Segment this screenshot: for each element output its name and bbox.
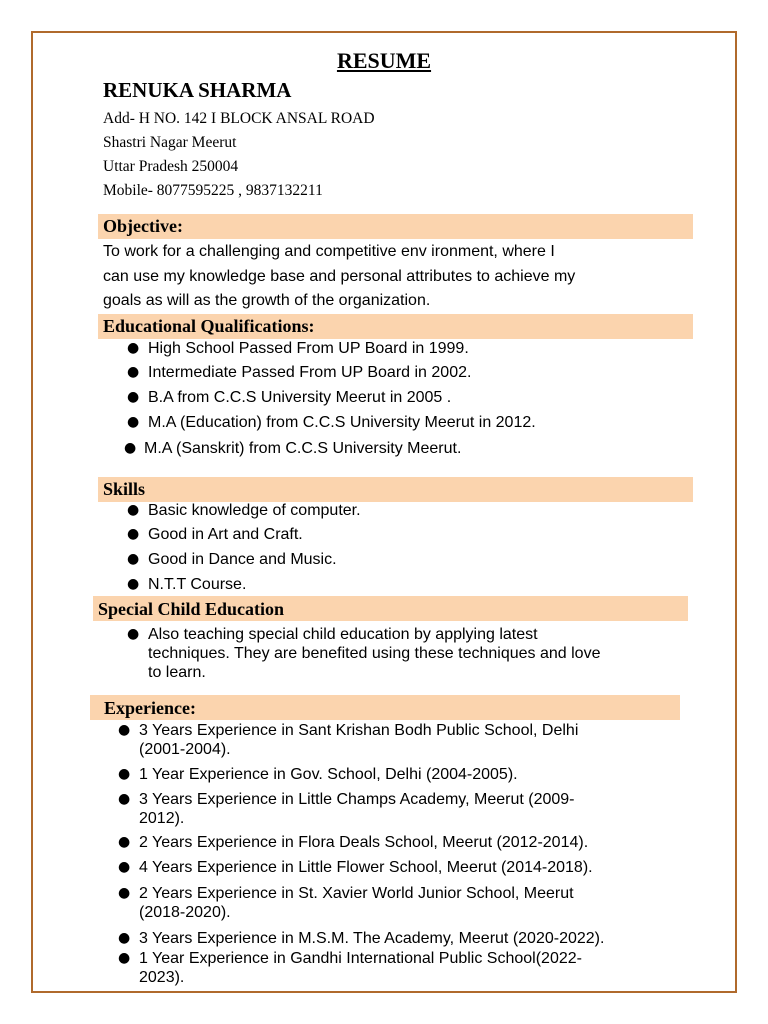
address-line: Shastri Nagar Meerut (103, 134, 237, 151)
experience-line: 1 Year Experience in Gandhi International Public School(2022- (139, 950, 582, 967)
skill-item: Good in Dance and Music. (148, 551, 337, 568)
education-item: M.A (Education) from C.C.S University Meerut in 2012. (148, 414, 536, 431)
experience-line: (2018-2020). (139, 904, 231, 921)
experience-item (139, 790, 575, 828)
objective-heading: Objective: (103, 216, 183, 236)
bullet-icon: ● (124, 440, 137, 456)
experience-item: 4 Years Experience in Little Flower School, Meerut (2014-2018). (139, 859, 593, 876)
education-item: Intermediate Passed From UP Board in 2002. (148, 364, 472, 381)
applicant-name: RENUKA SHARMA (103, 78, 292, 102)
bullet-icon: ● (118, 930, 131, 946)
bullet-icon: ● (127, 414, 140, 430)
resume-title: RESUME (336, 48, 432, 73)
special-heading: Special Child Education (98, 599, 285, 619)
education-item: M.A (Sanskrit) from C.C.S University Meerut. (144, 440, 462, 457)
bullet-icon: ● (127, 526, 140, 542)
address-line: Add- H NO. 142 I BLOCK ANSAL ROAD (103, 110, 375, 127)
special-line: Also teaching special child education by applying latest (148, 626, 538, 643)
experience-item (139, 884, 574, 922)
objective-line: To work for a challenging and competitive env ironment, where I (103, 243, 555, 260)
education-item: B.A from C.C.S University Meerut in 2005 . (148, 389, 452, 406)
experience-line: (2001-2004). (139, 741, 231, 758)
experience-line: 2 Years Experience in St. Xavier World Junior School, Meerut (139, 885, 574, 902)
special-line: to learn. (148, 664, 206, 681)
bullet-icon: ● (127, 626, 140, 642)
objective-line: goals as will as the growth of the organization. (103, 292, 431, 309)
education-item: High School Passed From UP Board in 1999. (148, 340, 469, 357)
mobile-line: Mobile- 8077595225 , 9837132211 (103, 182, 323, 199)
skill-item: Good in Art and Craft. (148, 526, 303, 543)
bullet-icon: ● (127, 576, 140, 592)
bullet-icon: ● (127, 502, 140, 518)
bullet-icon: ● (127, 551, 140, 567)
bullet-icon: ● (127, 340, 140, 356)
experience-item: 3 Years Experience in M.S.M. The Academy, Meerut (2020-2022). (139, 930, 605, 947)
experience-heading: Experience: (104, 698, 196, 718)
skill-item: N.T.T Course. (148, 576, 247, 593)
bullet-icon: ● (118, 791, 131, 807)
skills-band (98, 477, 693, 502)
objective-line: can use my knowledge base and personal attributes to achieve my (103, 267, 576, 285)
skill-item: Basic knowledge of computer. (148, 502, 361, 519)
experience-line: 3 Years Experience in Little Champs Academy, Meerut (2009- (139, 791, 575, 808)
experience-line: 3 Years Experience in Sant Krishan Bodh Public School, Delhi (139, 722, 579, 739)
address-line: Uttar Pradesh 250004 (103, 158, 239, 175)
objective-band (98, 214, 693, 239)
skills-heading: Skills (103, 479, 146, 499)
bullet-icon: ● (127, 389, 140, 405)
special-line: techniques. They are benefited using these techniques and love (148, 645, 601, 662)
experience-item (139, 949, 582, 987)
objective-text (103, 240, 575, 314)
special-text (148, 625, 600, 682)
bullet-icon: ● (127, 364, 140, 380)
bullet-icon: ● (118, 834, 131, 850)
experience-line: 2012). (139, 810, 185, 827)
experience-line: 2023). (139, 969, 185, 986)
bullet-icon: ● (118, 950, 131, 966)
experience-item (139, 721, 578, 759)
education-heading: Educational Qualifications: (103, 316, 315, 336)
bullet-icon: ● (118, 722, 131, 738)
bullet-icon: ● (118, 859, 131, 875)
experience-item: 2 Years Experience in Flora Deals School, Meerut (2012-2014). (139, 834, 589, 851)
bullet-icon: ● (118, 885, 131, 901)
bullet-icon: ● (118, 766, 131, 782)
experience-item: 1 Year Experience in Gov. School, Delhi (2004-2005). (139, 766, 518, 783)
